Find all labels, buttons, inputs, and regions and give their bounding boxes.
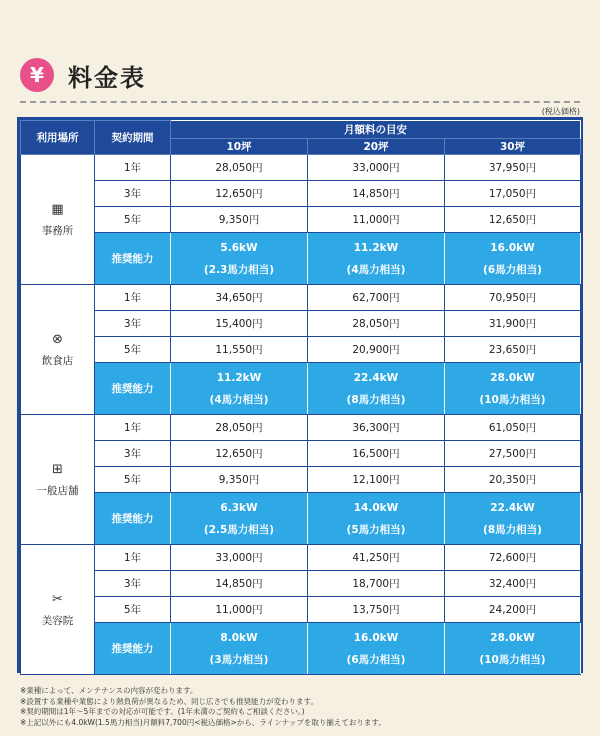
monthly-price: 70,950円 (445, 285, 581, 311)
monthly-price: 33,000円 (308, 155, 445, 181)
table-row (21, 441, 581, 467)
recommended-capacity (308, 363, 445, 415)
monthly-price: 27,500円 (445, 441, 581, 467)
contract-period: 3年 (95, 181, 171, 207)
monthly-price: 15,400円 (171, 311, 308, 337)
capacity-horsepower: (8馬力相当) (483, 523, 542, 536)
header-monthly: 月額料の目安 (171, 121, 581, 139)
page-title: 料金表 (68, 63, 146, 92)
monthly-price: 28,050円 (308, 311, 445, 337)
monthly-price: 36,300円 (308, 415, 445, 441)
monthly-price: 33,000円 (171, 545, 308, 571)
monthly-price: 41,250円 (308, 545, 445, 571)
capacity-kw: 28.0kW (490, 631, 535, 644)
category-name: 一般店舗 (36, 484, 79, 497)
monthly-price: 17,050円 (445, 181, 581, 207)
price-table-frame (17, 117, 583, 673)
dining-icon: ⊗ (52, 331, 63, 347)
recommended-row (21, 493, 581, 545)
header-size-20: 20坪 (308, 139, 445, 155)
contract-period: 3年 (95, 311, 171, 337)
capacity-horsepower: (2.5馬力相当) (203, 523, 275, 536)
recommended-capacity (445, 363, 581, 415)
capacity-horsepower: (4馬力相当) (209, 393, 269, 406)
contract-period: 5年 (95, 467, 171, 493)
contract-period: 5年 (95, 337, 171, 363)
footnote: ※上記以外にも4.0kW(1.5馬力相当)月額料7,700円<税込価格>から、ラインナップを取り揃えております。 (20, 717, 386, 727)
category-name: 事務所 (41, 224, 74, 237)
monthly-price: 37,950円 (445, 155, 581, 181)
recommended-capacity (445, 233, 581, 285)
contract-period: 1年 (95, 155, 171, 181)
header-size-30: 30坪 (445, 139, 581, 155)
monthly-price: 31,900円 (445, 311, 581, 337)
monthly-price: 11,000円 (171, 597, 308, 623)
recommended-capacity (308, 233, 445, 285)
capacity-kw: 11.2kW (216, 371, 262, 384)
footnotes (20, 686, 386, 728)
category-cell (21, 285, 95, 415)
table-row (21, 311, 581, 337)
recommended-capacity (171, 493, 308, 545)
monthly-price: 16,500円 (308, 441, 445, 467)
monthly-price: 32,400円 (445, 571, 581, 597)
monthly-price: 11,550円 (171, 337, 308, 363)
recommended-capacity (171, 363, 308, 415)
monthly-price: 14,850円 (171, 571, 308, 597)
recommended-row (21, 233, 581, 285)
table-row (21, 415, 581, 441)
category-cell (21, 415, 95, 545)
capacity-kw: 28.0kW (490, 371, 535, 384)
monthly-price: 72,600円 (445, 545, 581, 571)
recommended-label: 推奨能力 (95, 363, 171, 415)
monthly-price: 18,700円 (308, 571, 445, 597)
recommended-capacity (171, 623, 308, 675)
price-table (20, 120, 581, 675)
monthly-price: 24,200円 (445, 597, 581, 623)
capacity-horsepower: (8馬力相当) (346, 393, 406, 406)
recommended-label: 推奨能力 (95, 233, 171, 285)
recommended-label: 推奨能力 (95, 623, 171, 675)
monthly-price: 28,050円 (171, 155, 308, 181)
capacity-horsepower: (6馬力相当) (346, 653, 406, 666)
monthly-price: 14,850円 (308, 181, 445, 207)
table-row (21, 597, 581, 623)
category-name: 飲食店 (41, 354, 74, 367)
recommended-row (21, 623, 581, 675)
table-row (21, 285, 581, 311)
contract-period: 1年 (95, 415, 171, 441)
monthly-price: 9,350円 (171, 207, 308, 233)
capacity-kw: 16.0kW (353, 631, 399, 644)
contract-period: 1年 (95, 285, 171, 311)
capacity-horsepower: (4馬力相当) (346, 263, 406, 276)
capacity-horsepower: (6馬力相当) (483, 263, 542, 276)
monthly-price: 62,700円 (308, 285, 445, 311)
tax-note: (税込価格) (541, 107, 580, 116)
page-header (20, 55, 146, 95)
category-cell (21, 545, 95, 675)
monthly-price: 12,100円 (308, 467, 445, 493)
monthly-price: 23,650円 (445, 337, 581, 363)
contract-period: 5年 (95, 207, 171, 233)
footnote: ※設置する業種や業態により熱負荷が異なるため、同じ広さでも推奨能力が変わります。 (20, 696, 318, 706)
recommended-row (21, 363, 581, 415)
office-building-icon: ▦ (51, 201, 64, 217)
capacity-kw: 22.4kW (490, 501, 535, 514)
contract-period: 1年 (95, 545, 171, 571)
capacity-horsepower: (10馬力相当) (479, 653, 546, 666)
recommended-capacity (308, 493, 445, 545)
capacity-kw: 22.4kW (353, 371, 399, 384)
footnote: ※業種によって、メンテナンスの内容が変わります。 (20, 686, 198, 695)
monthly-price: 20,900円 (308, 337, 445, 363)
capacity-horsepower: (5馬力相当) (346, 523, 406, 536)
table-row (21, 207, 581, 233)
header-size-10: 10坪 (171, 139, 308, 155)
table-row (21, 571, 581, 597)
recommended-capacity (445, 493, 581, 545)
capacity-kw: 5.6kW (220, 241, 258, 254)
monthly-price: 28,050円 (171, 415, 308, 441)
monthly-price: 61,050円 (445, 415, 581, 441)
capacity-kw: 16.0kW (490, 241, 535, 254)
header-usage: 利用場所 (21, 121, 95, 155)
capacity-horsepower: (2.3馬力相当) (203, 263, 275, 276)
monthly-price: 12,650円 (171, 441, 308, 467)
beauty-salon-icon: ✂ (52, 591, 63, 607)
table-row (21, 545, 581, 571)
recommended-label: 推奨能力 (95, 493, 171, 545)
shop-icon: ⊞ (52, 461, 63, 477)
contract-period: 5年 (95, 597, 171, 623)
table-row (21, 181, 581, 207)
category-name: 美容院 (41, 614, 74, 627)
capacity-kw: 6.3kW (220, 501, 258, 514)
category-cell (21, 155, 95, 285)
monthly-price: 34,650円 (171, 285, 308, 311)
monthly-price: 12,650円 (171, 181, 308, 207)
title-divider (20, 101, 580, 103)
monthly-price: 20,350円 (445, 467, 581, 493)
table-row (21, 467, 581, 493)
footnote: ※契約期間は1年〜5年までの対応が可能です。(1年未満のご契約もご相談ください。) (20, 707, 305, 716)
capacity-kw: 11.2kW (353, 241, 399, 254)
capacity-horsepower: (10馬力相当) (479, 393, 546, 406)
recommended-capacity (308, 623, 445, 675)
contract-period: 3年 (95, 571, 171, 597)
capacity-kw: 8.0kW (220, 631, 258, 644)
monthly-price: 12,650円 (445, 207, 581, 233)
capacity-kw: 14.0kW (353, 501, 399, 514)
capacity-horsepower: (3馬力相当) (209, 653, 269, 666)
recommended-capacity (445, 623, 581, 675)
header-period: 契約期間 (95, 121, 171, 155)
monthly-price: 9,350円 (171, 467, 308, 493)
table-row (21, 155, 581, 181)
recommended-capacity (171, 233, 308, 285)
contract-period: 3年 (95, 441, 171, 467)
yen-icon: ¥ (20, 58, 54, 92)
table-row (21, 337, 581, 363)
monthly-price: 13,750円 (308, 597, 445, 623)
monthly-price: 11,000円 (308, 207, 445, 233)
